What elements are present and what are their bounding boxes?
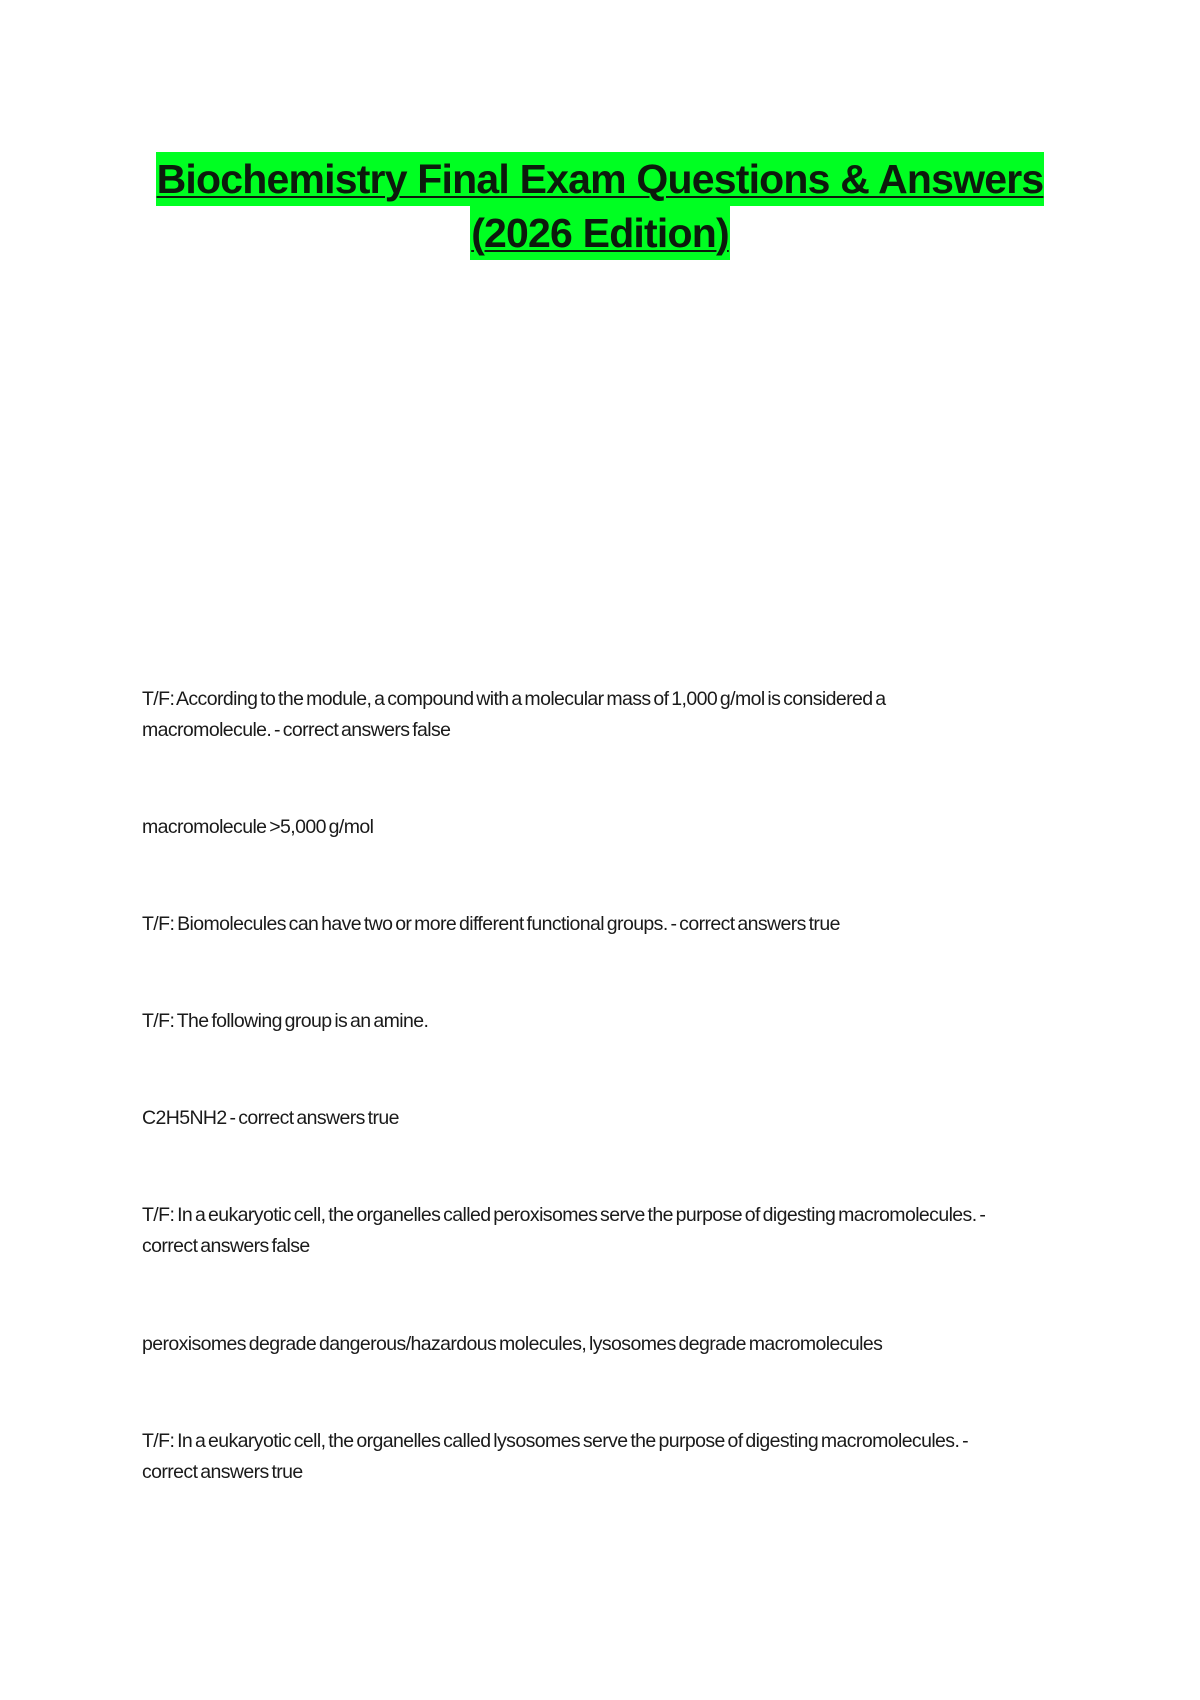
- title-line-1: Biochemistry Final Exam Questions & Answers: [156, 152, 1045, 206]
- explanation-paragraph: peroxisomes degrade dangerous/hazardous molecules, lysosomes degrade macromolecules: [142, 1333, 883, 1355]
- question-paragraph: T/F: The following group is an amine.: [142, 1010, 429, 1032]
- explanation-paragraph: macromolecule >5,000 g/mol: [142, 816, 374, 838]
- document-title: [0, 152, 1200, 260]
- question-paragraph: T/F: In a eukaryotic cell, the organelles called lysosomes serve the purpose of digesting macromolecules. - correct answers true: [142, 1430, 968, 1483]
- title-line-2: (2026 Edition): [470, 206, 730, 260]
- question-paragraph: T/F: Biomolecules can have two or more different functional groups. - correct answers true: [142, 913, 840, 935]
- answer-paragraph: C2H5NH2 - correct answers true: [142, 1107, 399, 1129]
- question-paragraph: T/F: In a eukaryotic cell, the organelles called peroxisomes serve the purpose of digesting macromolecules. - correct answers false: [142, 1204, 986, 1257]
- question-paragraph: T/F: According to the module, a compound with a molecular mass of 1,000 g/mol is considered a macromolecule. - correct answers false: [142, 688, 886, 741]
